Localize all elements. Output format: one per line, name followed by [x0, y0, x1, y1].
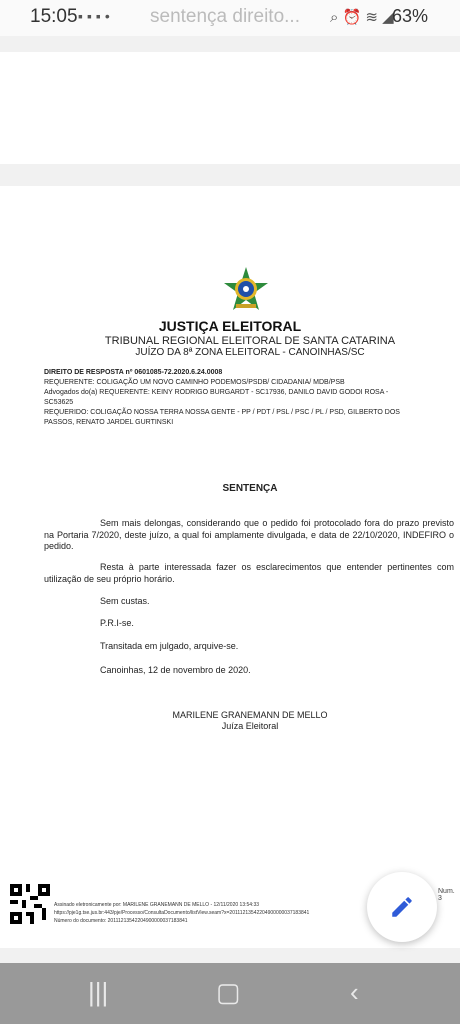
- battery-level: 63%: [392, 6, 429, 26]
- signer-name: MARILENE GRANEMANN DE MELLO: [172, 710, 328, 720]
- sem-custas: Sem custas.: [100, 596, 150, 606]
- back-icon[interactable]: ‹: [350, 977, 359, 1007]
- document-page[interactable]: [0, 186, 460, 948]
- transitada: Transitada em julgado, arquive-se.: [100, 641, 239, 651]
- notification-ghost-text: sentença direito...: [150, 6, 300, 27]
- paragraph-2: Resta à parte interessada fazer os esclarecimentos que entender pertinentes com utilização de seu próprio horário.: [44, 562, 454, 584]
- advogados-line-1: Advogados do(a) REQUERENTE: KEINY RODRIGO BURGARDT - SC17936, DANILO DAVID GODOI ROSA -: [44, 389, 389, 396]
- footer-doc-number: Número do documento: 20111213542204900000037183841: [54, 918, 188, 924]
- requerido-line-2: PASSOS, RENATO JARDEL GURTINSKI: [44, 419, 174, 426]
- status-bar: [0, 0, 460, 36]
- local-data: Canoinhas, 12 de novembro de 2020.: [100, 665, 251, 675]
- requerido-line-1: REQUERIDO: COLIGAÇÃO NOSSA TERRA NOSSA GENTE - PP / PDT / PSL / PSC / PL / PSD, GILBERTO DOS: [44, 409, 400, 416]
- pencil-edit-icon: [389, 894, 415, 920]
- notification-icons: ▪▪▪•: [78, 8, 114, 24]
- brazil-coat-of-arms-icon: [222, 266, 270, 314]
- paragraph-1: Sem mais delongas, considerando que o pedido foi protocolado fora do prazo previsto na Portaria 7/2020, deste juízo, a qual foi amplamente divulgada, e data de 22/10/2020, INDEFIRO o pedido.: [44, 518, 454, 551]
- case-number: DIREITO DE RESPOSTA nº 0601085-72.2020.6.24.0008: [44, 369, 223, 376]
- tribunal-name: TRIBUNAL REGIONAL ELEITORAL DE SANTA CATARINA: [104, 335, 396, 347]
- sentence-title: SENTENÇA: [222, 483, 278, 494]
- system-icons: ⌕ ⏰ ≋ ◢: [330, 9, 394, 26]
- advogados-line-2: SC53625: [44, 399, 74, 406]
- signer-role: Juíza Eleitoral: [221, 721, 279, 731]
- zone-name: JUÍZO DA 8ª ZONA ELEITORAL - CANOINHAS/SC: [135, 347, 365, 358]
- edit-button[interactable]: [367, 872, 437, 942]
- footer-signed: Assinado eletronicamente por: MARILENE GRANEMANN DE MELLO - 12/11/2020 13:54:33: [54, 902, 260, 908]
- home-icon[interactable]: ▢: [216, 977, 241, 1007]
- court-name: JUSTIÇA ELEITORAL: [158, 318, 302, 334]
- status-time: 15:05: [30, 6, 78, 27]
- previous-page: [0, 52, 460, 164]
- footer-url[interactable]: https://pje1g.tse.jus.br:443/pje/Processo/ConsultaDocumento/listView.seam?x=20111213542204900000037183841: [54, 910, 310, 916]
- footer-num: Num. 3: [438, 888, 455, 902]
- requerente: REQUERENTE: COLIGAÇÃO UM NOVO CAMINHO PODEMOS/PSDB/ CIDADANIA/ MDB/PSB: [44, 379, 345, 386]
- recent-apps-icon[interactable]: |||: [88, 977, 109, 1007]
- navigation-bar: [0, 963, 460, 1024]
- qr-code-icon: [10, 884, 50, 924]
- pri: P.R.I-se.: [100, 618, 134, 628]
